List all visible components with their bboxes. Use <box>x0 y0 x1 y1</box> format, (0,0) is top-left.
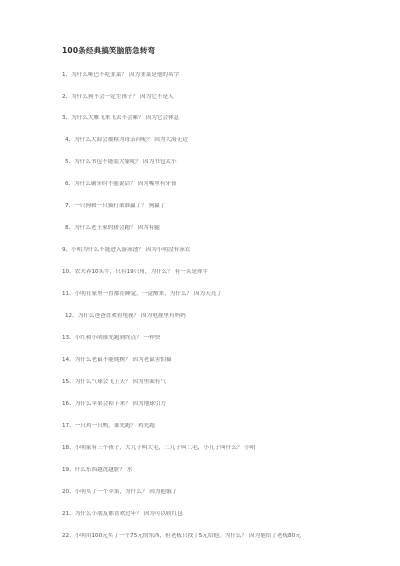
question-item: 18、小明家有三个孩子，大儿子叫大毛，二儿子叫二毛，小儿子叫什么？ 小明 <box>62 445 256 451</box>
question-item: 5、为什么书包不能装大象呢？ 因为书包太小 <box>65 159 177 165</box>
document-title: 100条经典搞笑脑筋急转弯 <box>62 46 156 55</box>
question-item: 22、小明用100元买了一个75元的东西，但老板只找了5元给他，为什么？ 因为他给了老板80元 <box>62 533 301 539</box>
question-item: 2、为什么狗不会一定生孩子？ 因为它不是人 <box>62 94 174 100</box>
question-item: 16、为什么苹果会掉下来？ 因为地球引力 <box>62 401 166 407</box>
question-item: 21、为什么小朋友都喜欢过年？ 因为可以收红包 <box>62 511 183 517</box>
question-item: 3、为什么大雁飞来飞去不会累？ 因为它会休息 <box>62 115 180 121</box>
question-item: 4、为什么大海会被称为母亲河呢？ 因为大海无边 <box>65 137 188 143</box>
question-item: 10、农夫养10头牛，只有19只角，为什么？ 有一头是犀牛 <box>62 269 209 275</box>
question-item: 6、为什么刷牙时不能说话？ 因为嘴里有牙膏 <box>65 181 177 187</box>
question-item: 13、小红和小明谁先跑到终点？ 一样快 <box>62 335 161 341</box>
question-item: 12、为什么爸爸喜欢看电视？ 因为电视里有妈妈 <box>65 313 186 319</box>
question-item: 8、为什么老王家的猪会跑？ 因为有腿 <box>65 225 160 231</box>
question-item: 11、小明在家里一直都在睡觉，一觉醒来，为什么？ 因为天亮了 <box>62 291 222 297</box>
question-item: 7、一只狗和一只猫打架谁赢了？ 狗赢了 <box>65 203 166 209</box>
question-item: 17、一只鸡一只鸭，谁先跑？ 鸡先跑 <box>62 423 155 429</box>
question-item: 9、小明为什么不能进入游泳池？ 因为小明没有泳衣 <box>62 247 191 253</box>
question-item: 14、为什么老鼠不能爬树？ 因为老鼠害怕猫 <box>62 357 172 363</box>
question-item: 1、为什么哑巴不吃韭菜？ 因为韭菜是他的名字 <box>62 72 180 78</box>
question-item: 19、什么东西越洗越脏？ 水 <box>62 467 133 473</box>
question-item: 15、为什么气球会飞上天？ 因为里面有气 <box>62 379 166 385</box>
question-item: 20、小明买了一个苹果，为什么？ 因为他饿了 <box>62 489 178 495</box>
